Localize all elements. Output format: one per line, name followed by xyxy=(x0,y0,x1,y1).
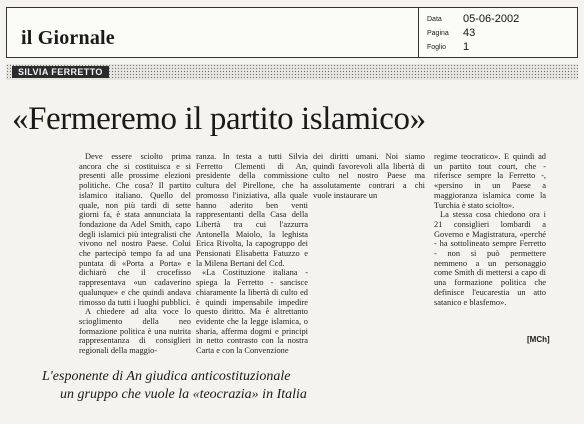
clipping-header xyxy=(6,7,578,58)
meta-label: Foglio xyxy=(427,44,447,51)
paragraph: A chiedere ad alta voce lo scioglimento della neo formazione politica è una nutrita rappresentanza di consiglieri regionali della maggio- xyxy=(79,307,191,356)
subheadline-line-2: un gruppo che vuole la «teocrazia» in Italia xyxy=(60,387,307,402)
meta-label: Pagina xyxy=(427,30,449,37)
paragraph: ranza. In testa a tutti Silvia Ferretto Clementi di An, presidente della commissione cultura del Pirellone, che ha promosso l'iniziativa, alla quale hanno aderito ben venti rappresentanti della Casa della Libertà tra cui l'azzurra Antonella Maiolo, la leghista Erica Rivolta, la capogruppo dei Pensionati Elisabetta Fatuzzo e la Milena Bertani del Ccd. xyxy=(196,152,308,268)
article-headline: «Fermeremo il partito islamico» xyxy=(12,101,426,137)
article-subheadline xyxy=(42,368,522,404)
meta-value-sheet: 1 xyxy=(463,41,470,53)
meta-label: Data xyxy=(427,16,442,23)
article-column-1 xyxy=(79,152,191,356)
newspaper-masthead: il Giornale xyxy=(21,27,115,49)
article-signature: [MCh] xyxy=(527,335,550,344)
author-byline: SILVIA FERRETTO xyxy=(12,66,109,78)
article-column-2 xyxy=(196,152,308,356)
paragraph: Deve essere sciolto prima ancora che si costituisca e si presenti alle prossime elezioni politiche. Che cosa? Il partito islamico italiano. Quello del quale, non più tardi di sette giorni fa, è stata annunciata la fondazione da Adel Smith, capo degli islamici più integralisti che vivono nel nostro Paese. Colui che partecipò tempo fa ad una puntata di «Porta a Porta» e dichiarò che il crocefisso rappresentava «un cadaverino qualunque» e che quindi andava rimosso da tutti i luoghi pubblici. xyxy=(79,152,191,307)
article-column-4 xyxy=(434,152,546,307)
article-column-3 xyxy=(313,152,425,201)
meta-value-date: 05-06-2002 xyxy=(463,13,520,25)
subheadline-line-1: L'esponente di An giudica anticostituzionale xyxy=(42,369,291,384)
paragraph: «La Costituzione italiana - spiega la Ferretto - sancisce chiaramente la libertà di culto ed è quindi impensabile impedire questo diritto. Ma è altrettanto evidente che la legge islamica, o sharia, afferma dogmi e principi in netto contrasto con la nostra Carta e con la Convenzione xyxy=(196,268,308,356)
paragraph: regime teocratico». E quindi ad un partito tout court, che - riferisce sempre la Ferretto -, «persino in un Paese a maggioranza islamica come la Turchia è stato sciolto». xyxy=(434,152,546,210)
paragraph: dei diritti umani. Noi siamo quindi favorevoli alla libertà di culto nel nostro Paese ma assolutamente contrari a chi vuole instaurare un xyxy=(313,152,425,200)
meta-value-page: 43 xyxy=(463,27,476,39)
clipping-metadata xyxy=(418,8,579,57)
paragraph: La stessa cosa chiedono ora i 21 consiglieri lombardi a Governo e Magistratura, «perché - ha sottolineato sempre Ferretto - non si può permettere nemmeno a un personaggio come Smith di mettersi a capo di una formazione politica che definisce l'eucarestia un atto satanico e blasfemo». xyxy=(434,210,546,307)
